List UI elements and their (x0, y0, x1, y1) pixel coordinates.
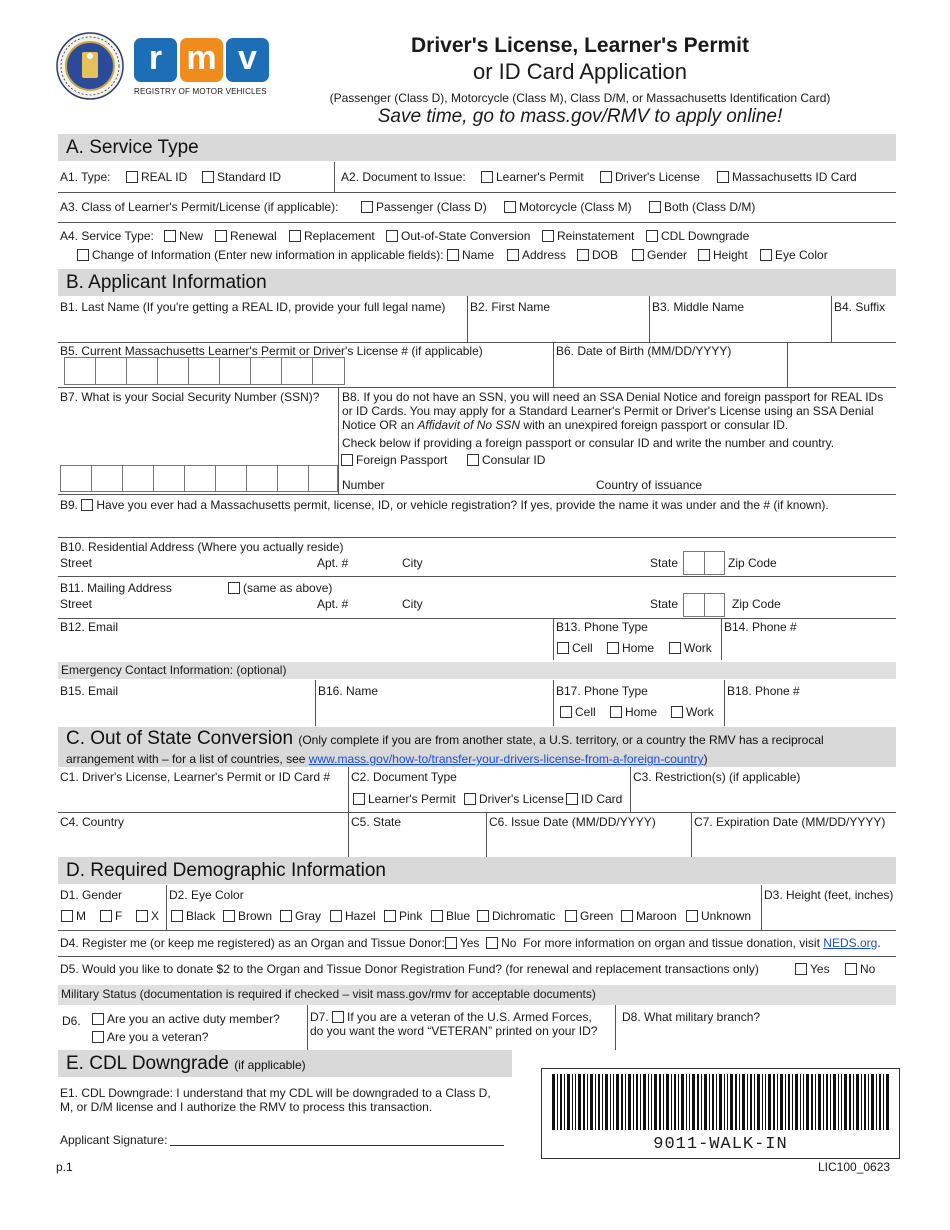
d6-label: D6. (62, 1014, 81, 1028)
checkbox[interactable] (228, 582, 240, 594)
change-option-gender[interactable]: Gender (632, 248, 687, 262)
b1-label: B1. Last Name (If you're getting a REAL ID, provide your full legal name) (60, 300, 446, 314)
section-a-title: A. Service Type (66, 137, 199, 158)
checkbox[interactable] (341, 454, 353, 466)
b8-line1: B8. If you do not have an SSN, you will need an SSA Denial Notice and foreign passport for REAL IDs (342, 390, 884, 404)
section-e-header: E. CDL Downgrade (if applicable) (58, 1050, 512, 1077)
checkbox[interactable] (607, 642, 619, 654)
a4-option-reinstatement[interactable]: Reinstatement (542, 229, 634, 243)
b13-option-work[interactable]: Work (669, 641, 712, 655)
section-e-title: E. CDL Downgrade (66, 1053, 229, 1074)
c1-label: C1. Driver's License, Learner's Permit or ID Card # (60, 770, 331, 784)
e1-line1: E1. CDL Downgrade: I understand that my CDL will be downgraded to a Class D, (60, 1086, 491, 1100)
checkbox[interactable] (669, 642, 681, 654)
d5-option-no[interactable]: No (845, 962, 875, 976)
b17-option-cell[interactable]: Cell (560, 705, 596, 719)
a3-option-both[interactable]: Both (Class D/M) (649, 200, 755, 214)
d7-q1[interactable]: D7. If you are a veteran of the U.S. Armed Forces, (310, 1010, 592, 1024)
b13-label: B13. Phone Type (556, 620, 648, 634)
d2-option-blue[interactable]: Blue (431, 909, 470, 923)
c7-label: C7. Expiration Date (MM/DD/YYYY) (694, 815, 886, 829)
military-status-bar: Military Status (documentation is required if checked – visit mass.gov/rmv for acceptable documents) (58, 985, 896, 1005)
a3-option-passenger[interactable]: Passenger (Class D) (361, 200, 487, 214)
checkbox[interactable] (671, 706, 683, 718)
d5-option-yes[interactable]: Yes (795, 962, 830, 976)
checkbox[interactable] (577, 249, 589, 261)
d2-option-black[interactable]: Black (171, 909, 215, 923)
b11-label: B11. Mailing Address (60, 581, 172, 595)
checkbox[interactable] (566, 793, 578, 805)
b17-label: B17. Phone Type (556, 684, 648, 698)
c2-option-learners-permit[interactable]: Learner's Permit (353, 792, 456, 806)
a2-option-ma-id-card[interactable]: Massachusetts ID Card (717, 170, 857, 184)
change-option-height[interactable]: Height (698, 248, 748, 262)
checkbox[interactable] (686, 910, 698, 922)
foreign-country-link[interactable]: www.mass.gov/how-to/transfer-your-drivers-license-from-a-foreign-country (308, 752, 704, 766)
form-tagline: Save time, go to mass.gov/RMV to apply online! (377, 106, 783, 127)
checkbox[interactable] (223, 910, 235, 922)
c2-option-drivers-license[interactable]: Driver's License (464, 792, 564, 806)
checkbox[interactable] (330, 910, 342, 922)
checkbox[interactable] (386, 230, 398, 242)
b8-option-consular-id[interactable]: Consular ID (467, 453, 545, 467)
d2-option-hazel[interactable]: Hazel (330, 909, 376, 923)
b16-label: B16. Name (318, 684, 379, 698)
b5-label: B5. Current Massachusetts Learner's Permit or Driver's License # (if applicable) (60, 344, 483, 358)
checkbox[interactable] (646, 230, 658, 242)
a4-option-cdl-downgrade[interactable]: CDL Downgrade (646, 229, 749, 243)
c3-label: C3. Restriction(s) (if applicable) (633, 770, 801, 784)
c2-option-id-card[interactable]: ID Card (566, 792, 622, 806)
b10-street: Street (60, 556, 93, 570)
b8-option-foreign-passport[interactable]: Foreign Passport (341, 453, 447, 467)
d7-q2: do you want the word “VETERAN” printed on your ID? (310, 1024, 598, 1038)
b13-option-home[interactable]: Home (607, 641, 654, 655)
d1-label: D1. Gender (60, 888, 123, 902)
b6-label: B6. Date of Birth (MM/DD/YYYY) (556, 344, 732, 358)
neds-link[interactable]: NEDS.org (823, 936, 878, 950)
b8-line2: or ID Cards. You may apply for a Standard Learner's Permit or Driver's License using an SSA Denial (342, 404, 874, 418)
a3-label: A3. Class of Learner's Permit/License (if applicable): (60, 200, 339, 214)
checkbox[interactable] (61, 910, 73, 922)
b11-zip: Zip Code (732, 597, 781, 611)
d2-option-maroon[interactable]: Maroon (621, 909, 677, 923)
section-c-note-line2: arrangement with – for a list of countries, see www.mass.gov/how-to/transfer-your-drivers-license-from-a-foreign-country) (66, 752, 708, 766)
checkbox[interactable] (361, 201, 373, 213)
checkbox[interactable] (280, 910, 292, 922)
d3-label: D3. Height (feet, inches) (764, 888, 894, 902)
d1-option-m[interactable]: M (61, 909, 86, 923)
b10-state-grid[interactable] (683, 551, 725, 575)
b10-state: State (650, 556, 679, 570)
checkbox[interactable] (504, 201, 516, 213)
b8-country-label: Country of issuance (596, 478, 703, 492)
b9-row[interactable]: B9. Have you ever had a Massachusetts permit, license, ID, or vehicle registration? If yes, provide the name it was under and the # (if known). (60, 498, 829, 512)
b14-label: B14. Phone # (724, 620, 797, 634)
change-option-address[interactable]: Address (507, 248, 566, 262)
d2-option-unknown[interactable]: Unknown (686, 909, 751, 923)
b18-label: B18. Phone # (727, 684, 800, 698)
checkbox[interactable] (486, 937, 498, 949)
checkbox[interactable] (445, 937, 457, 949)
a1-option-standard-id[interactable]: Standard ID (202, 170, 281, 184)
b11-street: Street (60, 597, 93, 611)
checkbox[interactable] (477, 910, 489, 922)
d2-option-brown[interactable]: Brown (223, 909, 272, 923)
b15-label: B15. Email (60, 684, 119, 698)
a2-label: A2. Document to Issue: (341, 170, 466, 184)
b11-apt: Apt. # (317, 597, 349, 611)
checkbox[interactable] (565, 910, 577, 922)
a4-option-new[interactable]: New (164, 229, 203, 243)
checkbox[interactable] (332, 1011, 344, 1023)
b12-label: B12. Email (60, 620, 119, 634)
d2-option-gray[interactable]: Gray (280, 909, 321, 923)
checkbox[interactable] (447, 249, 459, 261)
checkbox[interactable] (632, 249, 644, 261)
b11-state-grid[interactable] (683, 593, 725, 617)
checkbox[interactable] (600, 171, 612, 183)
section-c-note-line1: (Only complete if you are from another state, a U.S. territory, or a country the RMV has a reciprocal (298, 733, 824, 747)
b11-city: City (402, 597, 423, 611)
change-option-name[interactable]: Name (447, 248, 494, 262)
b3-label: B3. Middle Name (652, 300, 745, 314)
a3-option-motorcycle[interactable]: Motorcycle (Class M) (504, 200, 632, 214)
checkbox[interactable] (507, 249, 519, 261)
a2-option-learners-permit[interactable]: Learner's Permit (481, 170, 584, 184)
a2-option-drivers-license[interactable]: Driver's License (600, 170, 700, 184)
registry-text: REGISTRY OF MOTOR VEHICLES (134, 87, 267, 96)
d8-label: D8. What military branch? (622, 1010, 761, 1024)
section-a-header (58, 134, 896, 161)
b10-zip: Zip Code (728, 556, 777, 570)
checkbox[interactable] (560, 706, 572, 718)
signature-line[interactable] (170, 1145, 504, 1146)
c5-label: C5. State (351, 815, 402, 829)
b4-label: B4. Suffix (834, 300, 886, 314)
checkbox[interactable] (795, 963, 807, 975)
checkbox[interactable] (171, 910, 183, 922)
checkbox[interactable] (649, 201, 661, 213)
e1-line2: M, or D/M license and I authorize the RMV to process this transaction. (60, 1100, 433, 1114)
b2-label: B2. First Name (470, 300, 551, 314)
a4-label: A4. Service Type: (60, 229, 154, 243)
checkbox[interactable] (610, 706, 622, 718)
rmv-logo: r m v (134, 38, 270, 82)
barcode-text: 9011-WALK-IN (653, 1135, 788, 1154)
d2-label: D2. Eye Color (169, 888, 244, 902)
a1-option-real-id[interactable]: REAL ID (126, 170, 187, 184)
emergency-contact-bar: Emergency Contact Information: (optional) (58, 662, 896, 679)
d6-active-duty[interactable]: Are you an active duty member? (92, 1012, 280, 1026)
checkbox[interactable] (557, 642, 569, 654)
form-subtitle: (Passenger (Class D), Motorcycle (Class M), Class D/M, or Massachusetts Identification Card) (329, 91, 831, 105)
checkbox[interactable] (464, 793, 476, 805)
checkbox[interactable] (845, 963, 857, 975)
a1-label: A1. Type: (60, 170, 111, 184)
section-b-header (58, 269, 896, 296)
checkbox[interactable] (289, 230, 301, 242)
page-number: p.1 (56, 1160, 73, 1174)
b10-apt: Apt. # (317, 556, 349, 570)
checkbox[interactable] (467, 454, 479, 466)
change-of-info[interactable]: Change of Information (Enter new information in applicable fields): (77, 248, 444, 262)
section-d-header (58, 857, 896, 884)
checkbox[interactable] (215, 230, 227, 242)
d4-row[interactable]: D4. Register me (or keep me registered) as an Organ and Tissue Donor: Yes No For more information on organ and tissue donation, visit NEDS.org. (60, 936, 881, 950)
checkbox[interactable] (431, 910, 443, 922)
change-option-dob[interactable]: DOB (577, 248, 618, 262)
checkbox[interactable] (760, 249, 772, 261)
change-option-eye-color[interactable]: Eye Color (760, 248, 828, 262)
checkbox[interactable] (164, 230, 176, 242)
d5-label: D5. Would you like to donate $2 to the Organ and Tissue Donor Registration Fund? (for renewal and replacement transactions only) (60, 962, 759, 976)
d1-option-f[interactable]: F (100, 909, 122, 923)
c6-label: C6. Issue Date (MM/DD/YYYY) (489, 815, 656, 829)
state-seal (56, 32, 124, 100)
b11-state: State (650, 597, 679, 611)
b10-city: City (402, 556, 423, 570)
b11-same-as-above[interactable]: (same as above) (228, 581, 332, 595)
b8-number-label: Number (342, 478, 385, 492)
checkbox[interactable] (481, 171, 493, 183)
form-id: LIC100_0623 (818, 1160, 891, 1174)
checkbox[interactable] (81, 499, 93, 511)
d6-veteran[interactable]: Are you a veteran? (92, 1030, 208, 1044)
c2-label: C2. Document Type (351, 770, 457, 784)
b5-license-grid[interactable] (64, 357, 345, 385)
checkbox[interactable] (698, 249, 710, 261)
section-b-title: B. Applicant Information (66, 272, 267, 293)
a4-option-renewal[interactable]: Renewal (215, 229, 277, 243)
checkbox[interactable] (77, 249, 89, 261)
d2-option-green[interactable]: Green (565, 909, 613, 923)
c4-label: C4. Country (60, 815, 125, 829)
signature-label: Applicant Signature: (60, 1133, 168, 1147)
checkbox[interactable] (542, 230, 554, 242)
d1-option-x[interactable]: X (136, 909, 159, 923)
checkbox[interactable] (92, 1031, 104, 1043)
barcode-box (541, 1068, 900, 1159)
checkbox[interactable] (136, 910, 148, 922)
b13-option-cell[interactable]: Cell (557, 641, 593, 655)
checkbox[interactable] (202, 171, 214, 183)
checkbox[interactable] (621, 910, 633, 922)
b8-line3: Notice OR an Affidavit of No SSN with an unexpired foreign passport or consular ID. (342, 418, 789, 432)
checkbox[interactable] (100, 910, 112, 922)
checkbox[interactable] (353, 793, 365, 805)
section-c-header (58, 727, 896, 767)
barcode-icon (552, 1074, 890, 1130)
a4-option-replacement[interactable]: Replacement (289, 229, 375, 243)
section-d-title: D. Required Demographic Information (66, 860, 386, 881)
b7-ssn-grid[interactable] (60, 465, 338, 492)
b17-option-home[interactable]: Home (610, 705, 657, 719)
form-title-line1: Driver's License, Learner's Permit (411, 34, 749, 57)
b8-line4: Check below if providing a foreign passport or consular ID and write the number and country. (342, 436, 835, 450)
checkbox[interactable] (717, 171, 729, 183)
checkbox[interactable] (126, 171, 138, 183)
section-c-title: C. Out of State Conversion (66, 728, 294, 749)
form-title-line2: or ID Card Application (473, 59, 687, 84)
a4-option-out-of-state[interactable]: Out-of-State Conversion (386, 229, 530, 243)
checkbox[interactable] (384, 910, 396, 922)
d2-option-dichromatic[interactable]: Dichromatic (477, 909, 555, 923)
b17-option-work[interactable]: Work (671, 705, 714, 719)
d2-option-pink[interactable]: Pink (384, 909, 422, 923)
b10-label: B10. Residential Address (Where you actually reside) (60, 540, 344, 554)
b7-label: B7. What is your Social Security Number (SSN)? (60, 390, 320, 404)
checkbox[interactable] (92, 1013, 104, 1025)
